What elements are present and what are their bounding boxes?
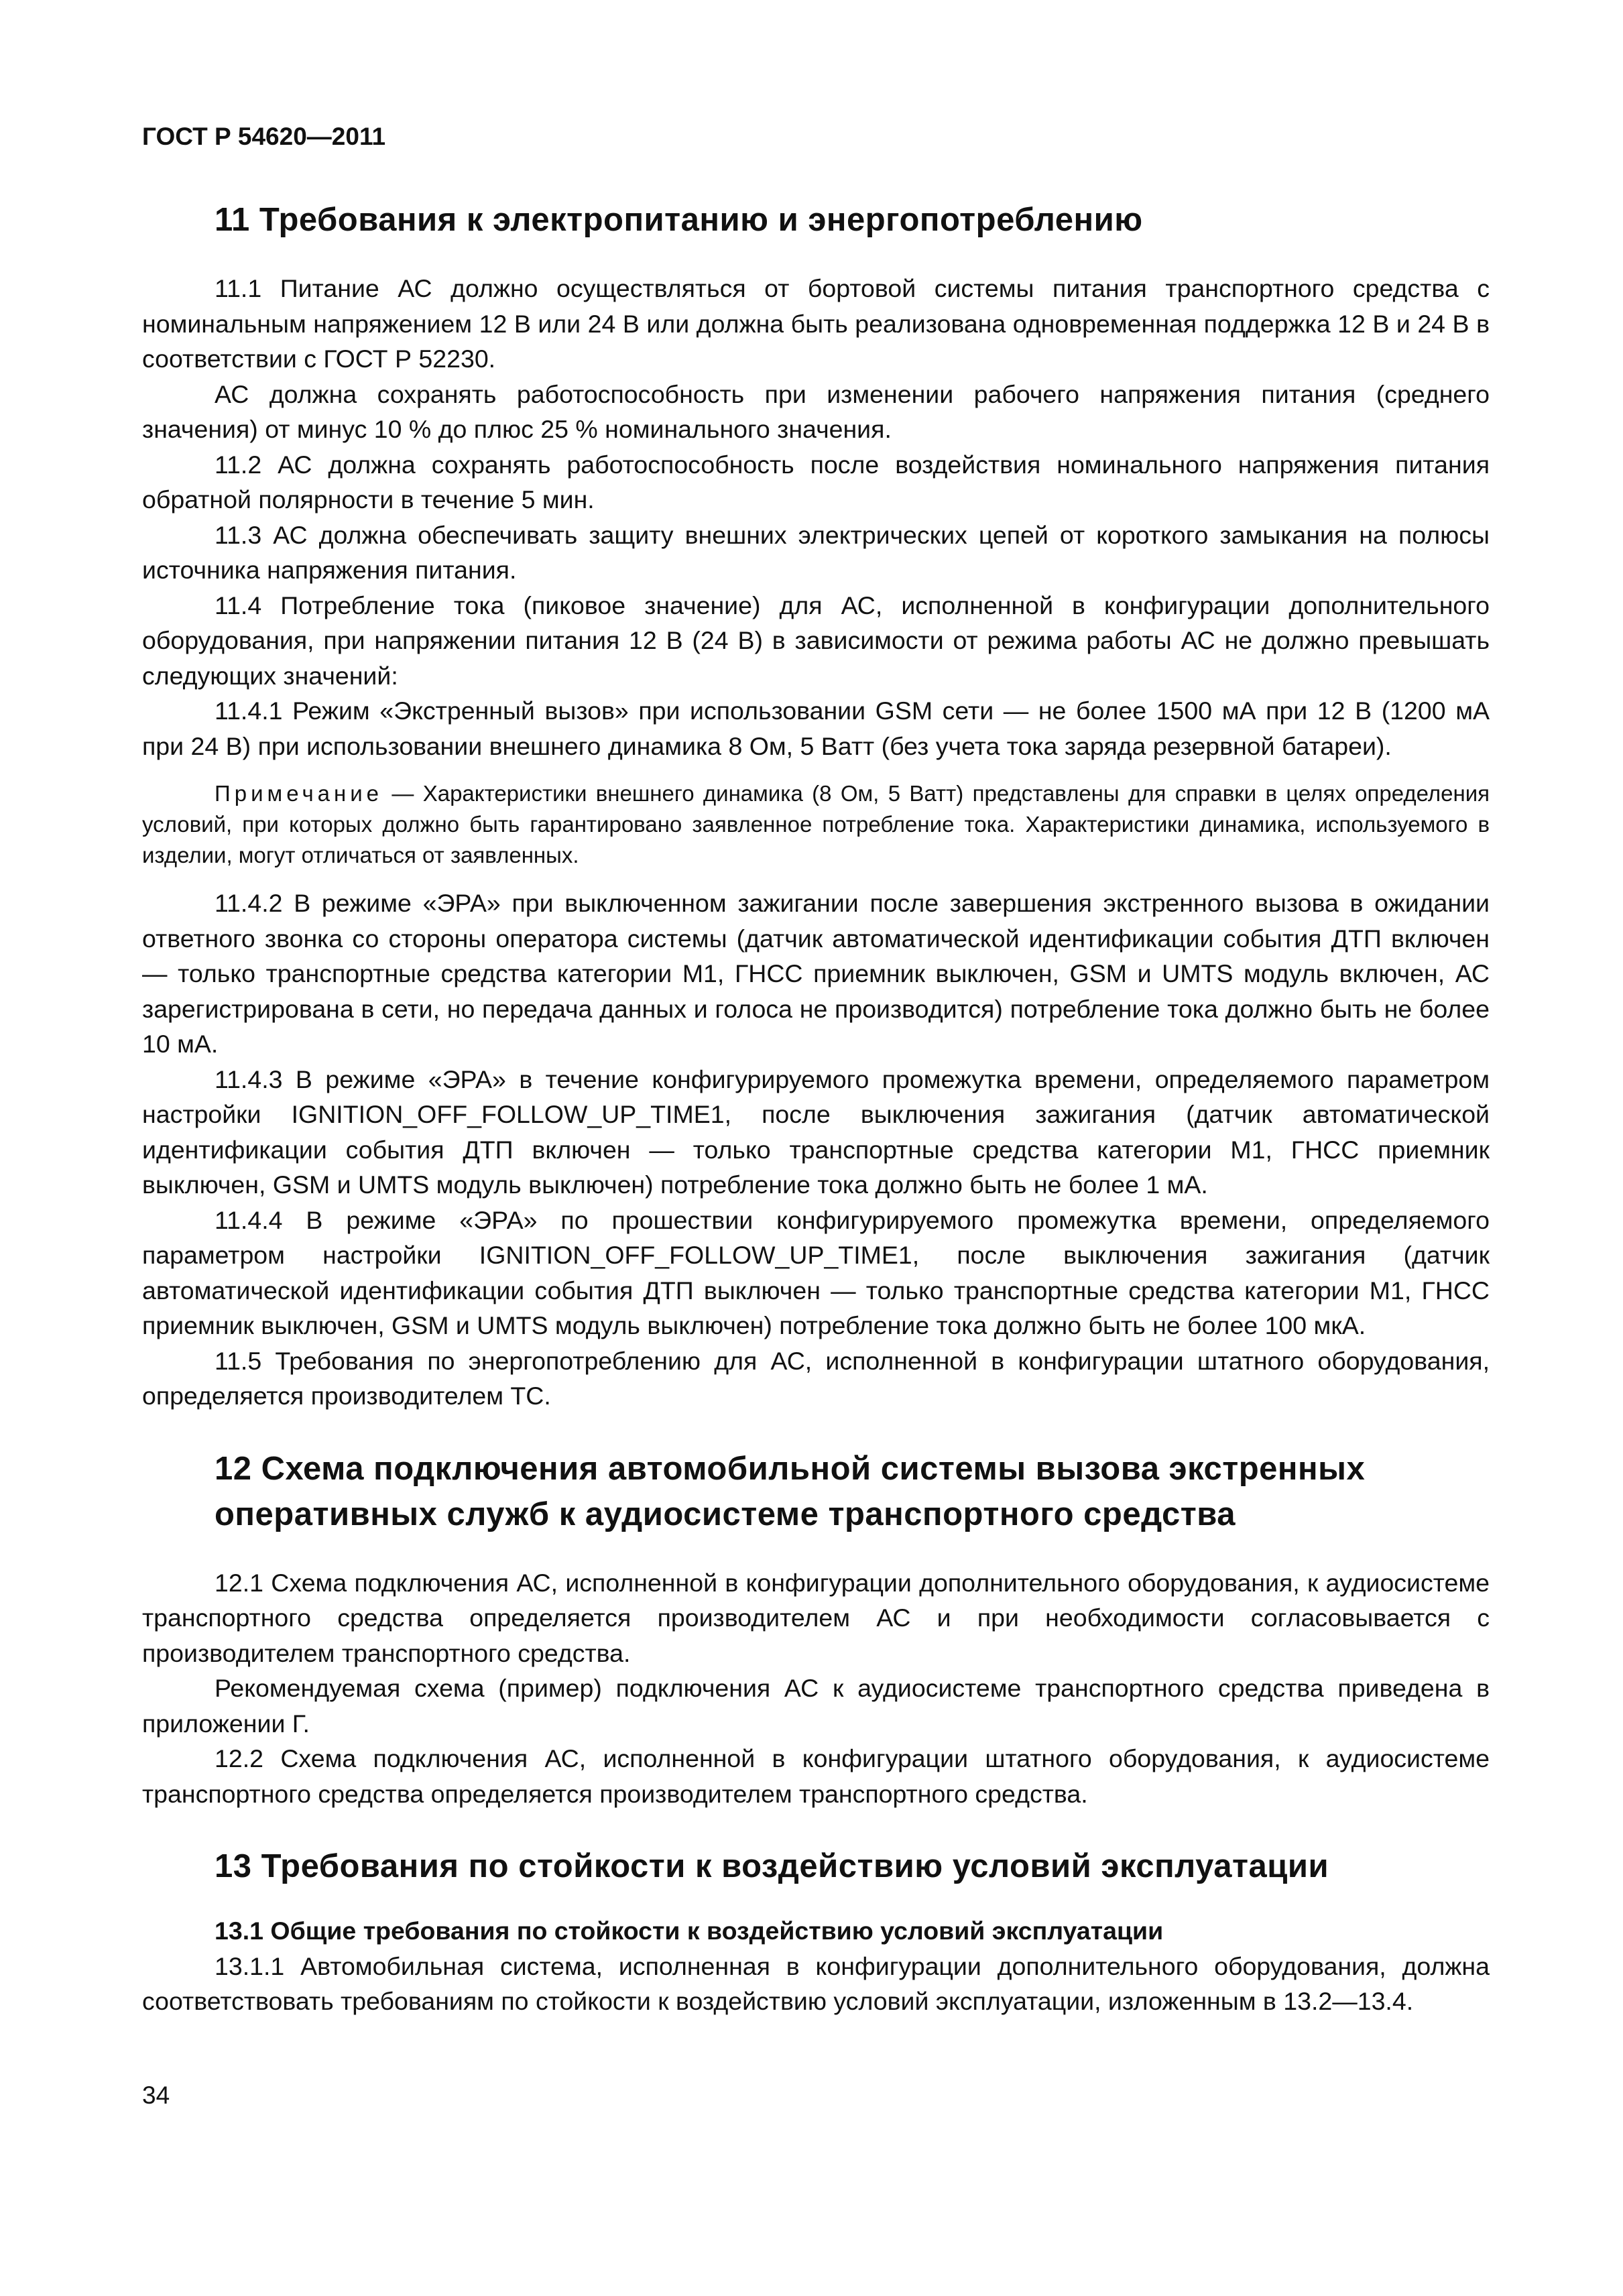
paragraph-13-1-1: 13.1.1 Автомобильная система, исполненная в конфигурации дополнительного оборудования, должна соответствовать требованиям по стойкости к воздействию условий эксплуатации, изложенным в 13.2—13.4. [142, 1951, 1490, 2015]
note [142, 778, 1490, 871]
section-12-title: 12 Схема подключения автомобильной системы вызова экстренных оперативных служб к аудиосистеме транспортного средства [215, 1450, 1366, 1532]
paragraph-11-4: 11.4 Потребление тока (пиковое значение) для АС, исполненной в конфигурации дополнительного оборудования, при напряжении питания 12 В (24 В) в зависимости от режима работы АС не должно превышать следующих значений: [142, 591, 1490, 690]
paragraph-11-1-voltage: АС должна сохранять работоспособность при изменении рабочего напряжения питания (среднего значения) от минус 10 % до плюс 25 % номинального значения. [142, 379, 1490, 443]
section-13-title: 13 Требования по стойкости к воздействию условий эксплуатации [215, 1848, 1329, 1884]
subsection-13-1-heading: 13.1 Общие требования по стойкости к воздействию условий эксплуатации [215, 1917, 1164, 1945]
paragraph-11-4-4: 11.4.4 В режиме «ЭРА» по прошествии конфигурируемого промежутка времени, определяемого параметром настройки IGNITION_OFF_FOLLOW_UP_TIME1, после выключения зажигания (датчик автоматической идентификации события ДТП выключен — только транспортные средства категории М1, ГНСС приемник выключен, GSM и UMTS модуль выключен) потребление тока должно быть не более 100 мкА. [142, 1205, 1490, 1339]
page-content [142, 194, 1490, 2019]
paragraph-11-1: 11.1 Питание АС должно осуществляться от бортовой системы питания транспортного средства с номинальным напряжением 12 В или 24 В или должна быть реализована одновременная поддержка 12 В и 24 В в соответствии с ГОСТ Р 52230. [142, 274, 1490, 373]
paragraph-11-4-2: 11.4.2 В режиме «ЭРА» при выключенном зажигании после завершения экстренного вызова в ожидании ответного звонка со стороны оператора системы (датчик автоматической идентификации события ДТП включен — только транспортные средства категории М1, ГНСС приемник выключен, GSM и UMTS модуль включен, АС зарегистрирована в сети, но передача данных и голоса не производится) потребление тока должно быть не более 10 мА. [142, 889, 1490, 1058]
note-text: — Характеристики внешнего динамика (8 Ом, 5 Ватт) представлены для справки в целях определения условий, при которых должно быть гарантировано заявленное потребление тока. Характеристики динамика, используемого в изделии, могут отличаться от заявленных. [142, 781, 1490, 867]
running-header: ГОСТ Р 54620—2011 [142, 123, 386, 150]
paragraph-11-4-1: 11.4.1 Режим «Экстренный вызов» при использовании GSM сети — не более 1500 мА при 12 В (1200 мА при 24 В) при использовании внешнего динамика 8 Ом, 5 Ватт (без учета тока заряда резервной батареи). [142, 697, 1490, 760]
paragraph-12-1: 12.1 Схема подключения АС, исполненной в конфигурации дополнительного оборудования, к аудиосистеме транспортного средства определяется производителем АС и при необходимости согласовывается с производителем транспортного средства. [142, 1568, 1490, 1667]
paragraph-11-4-3: 11.4.3 В режиме «ЭРА» в течение конфигурируемого промежутка времени, определяемого параметром настройки IGNITION_OFF_FOLLOW_UP_TIME1, после выключения зажигания (датчик автоматической идентификации события ДТП включен — только транспортные средства категории М1, ГНСС приемник выключен, GSM и UMTS модуль выключен) потребление тока должно быть не более 1 мА. [142, 1065, 1490, 1199]
page-number: 34 [142, 2081, 170, 2109]
paragraph-12-1-example: Рекомендуемая схема (пример) подключения АС к аудиосистеме транспортного средства приведена в приложении Г. [142, 1674, 1490, 1738]
paragraph-11-5: 11.5 Требования по энергопотреблению для АС, исполненной в конфигурации штатного оборудования, определяется производителем ТС. [142, 1346, 1490, 1410]
paragraph-12-2: 12.2 Схема подключения АС, исполненной в конфигурации штатного оборудования, к аудиосистеме транспортного средства определяется производителем транспортного средства. [142, 1744, 1490, 1808]
paragraph-11-3: 11.3 АС должна обеспечивать защиту внешних электрических цепей от короткого замыкания на полюсы источника напряжения питания. [142, 520, 1490, 584]
section-11-title: 11 Требования к электропитанию и энергопотреблению [215, 202, 1143, 238]
paragraph-11-2: 11.2 АС должна сохранять работоспособность после воздействия номинального напряжения питания обратной полярности в течение 5 мин. [142, 450, 1490, 513]
note-label: Примечание [215, 781, 383, 806]
